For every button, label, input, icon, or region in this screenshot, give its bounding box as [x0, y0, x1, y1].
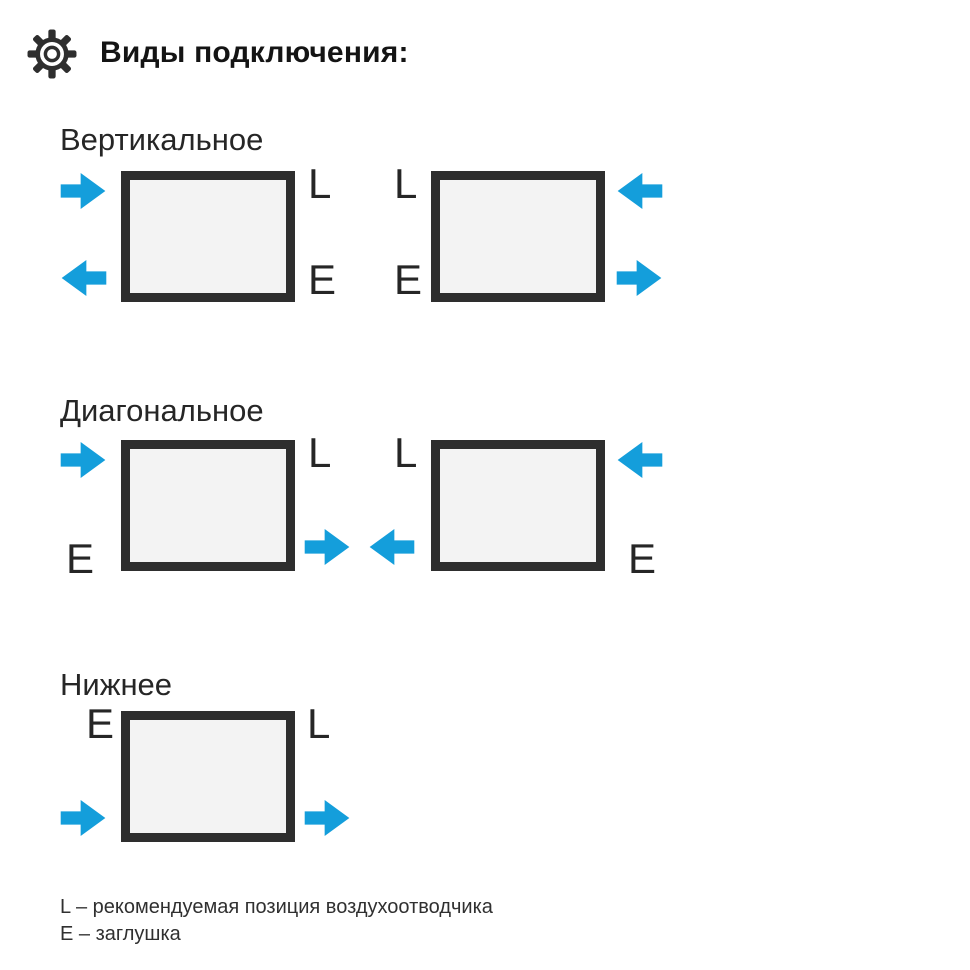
- port-label-l: L: [394, 429, 418, 476]
- legend-line-l: L – рекомендуемая позиция воздухоотводчика: [60, 896, 493, 918]
- section-label-diagonal: Диагональное: [60, 393, 264, 428]
- radiator-box: [121, 171, 295, 302]
- port-label-l: L: [308, 429, 332, 476]
- port-label-e: E: [66, 535, 95, 582]
- port-label-l: L: [307, 700, 331, 747]
- port-label-e: E: [394, 256, 423, 303]
- flow-arrow-left-icon: [616, 441, 663, 479]
- port-label-e: E: [86, 700, 115, 747]
- port-label-e: E: [308, 256, 337, 303]
- page-title: Виды подключения:: [100, 36, 409, 69]
- section-label-bottom: Нижнее: [60, 667, 173, 702]
- radiator-box: [121, 440, 295, 571]
- radiator-box: [431, 440, 605, 571]
- flow-arrow-right-icon: [60, 441, 107, 479]
- flow-arrow-right-icon: [304, 528, 351, 566]
- radiator-box: [121, 711, 295, 842]
- legend-line-e: E – заглушка: [60, 923, 181, 945]
- section-label-vertical: Вертикальное: [60, 122, 264, 157]
- flow-arrow-left-icon: [60, 259, 107, 297]
- gear-icon: [27, 29, 77, 79]
- flow-arrow-right-icon: [60, 172, 107, 210]
- flow-arrow-right-icon: [616, 259, 663, 297]
- port-label-l: L: [308, 160, 332, 207]
- flow-arrow-left-icon: [616, 172, 663, 210]
- flow-arrow-left-icon: [368, 528, 415, 566]
- port-label-l: L: [394, 160, 418, 207]
- radiator-box: [431, 171, 605, 302]
- flow-arrow-right-icon: [60, 799, 107, 837]
- flow-arrow-right-icon: [304, 799, 351, 837]
- port-label-e: E: [628, 535, 657, 582]
